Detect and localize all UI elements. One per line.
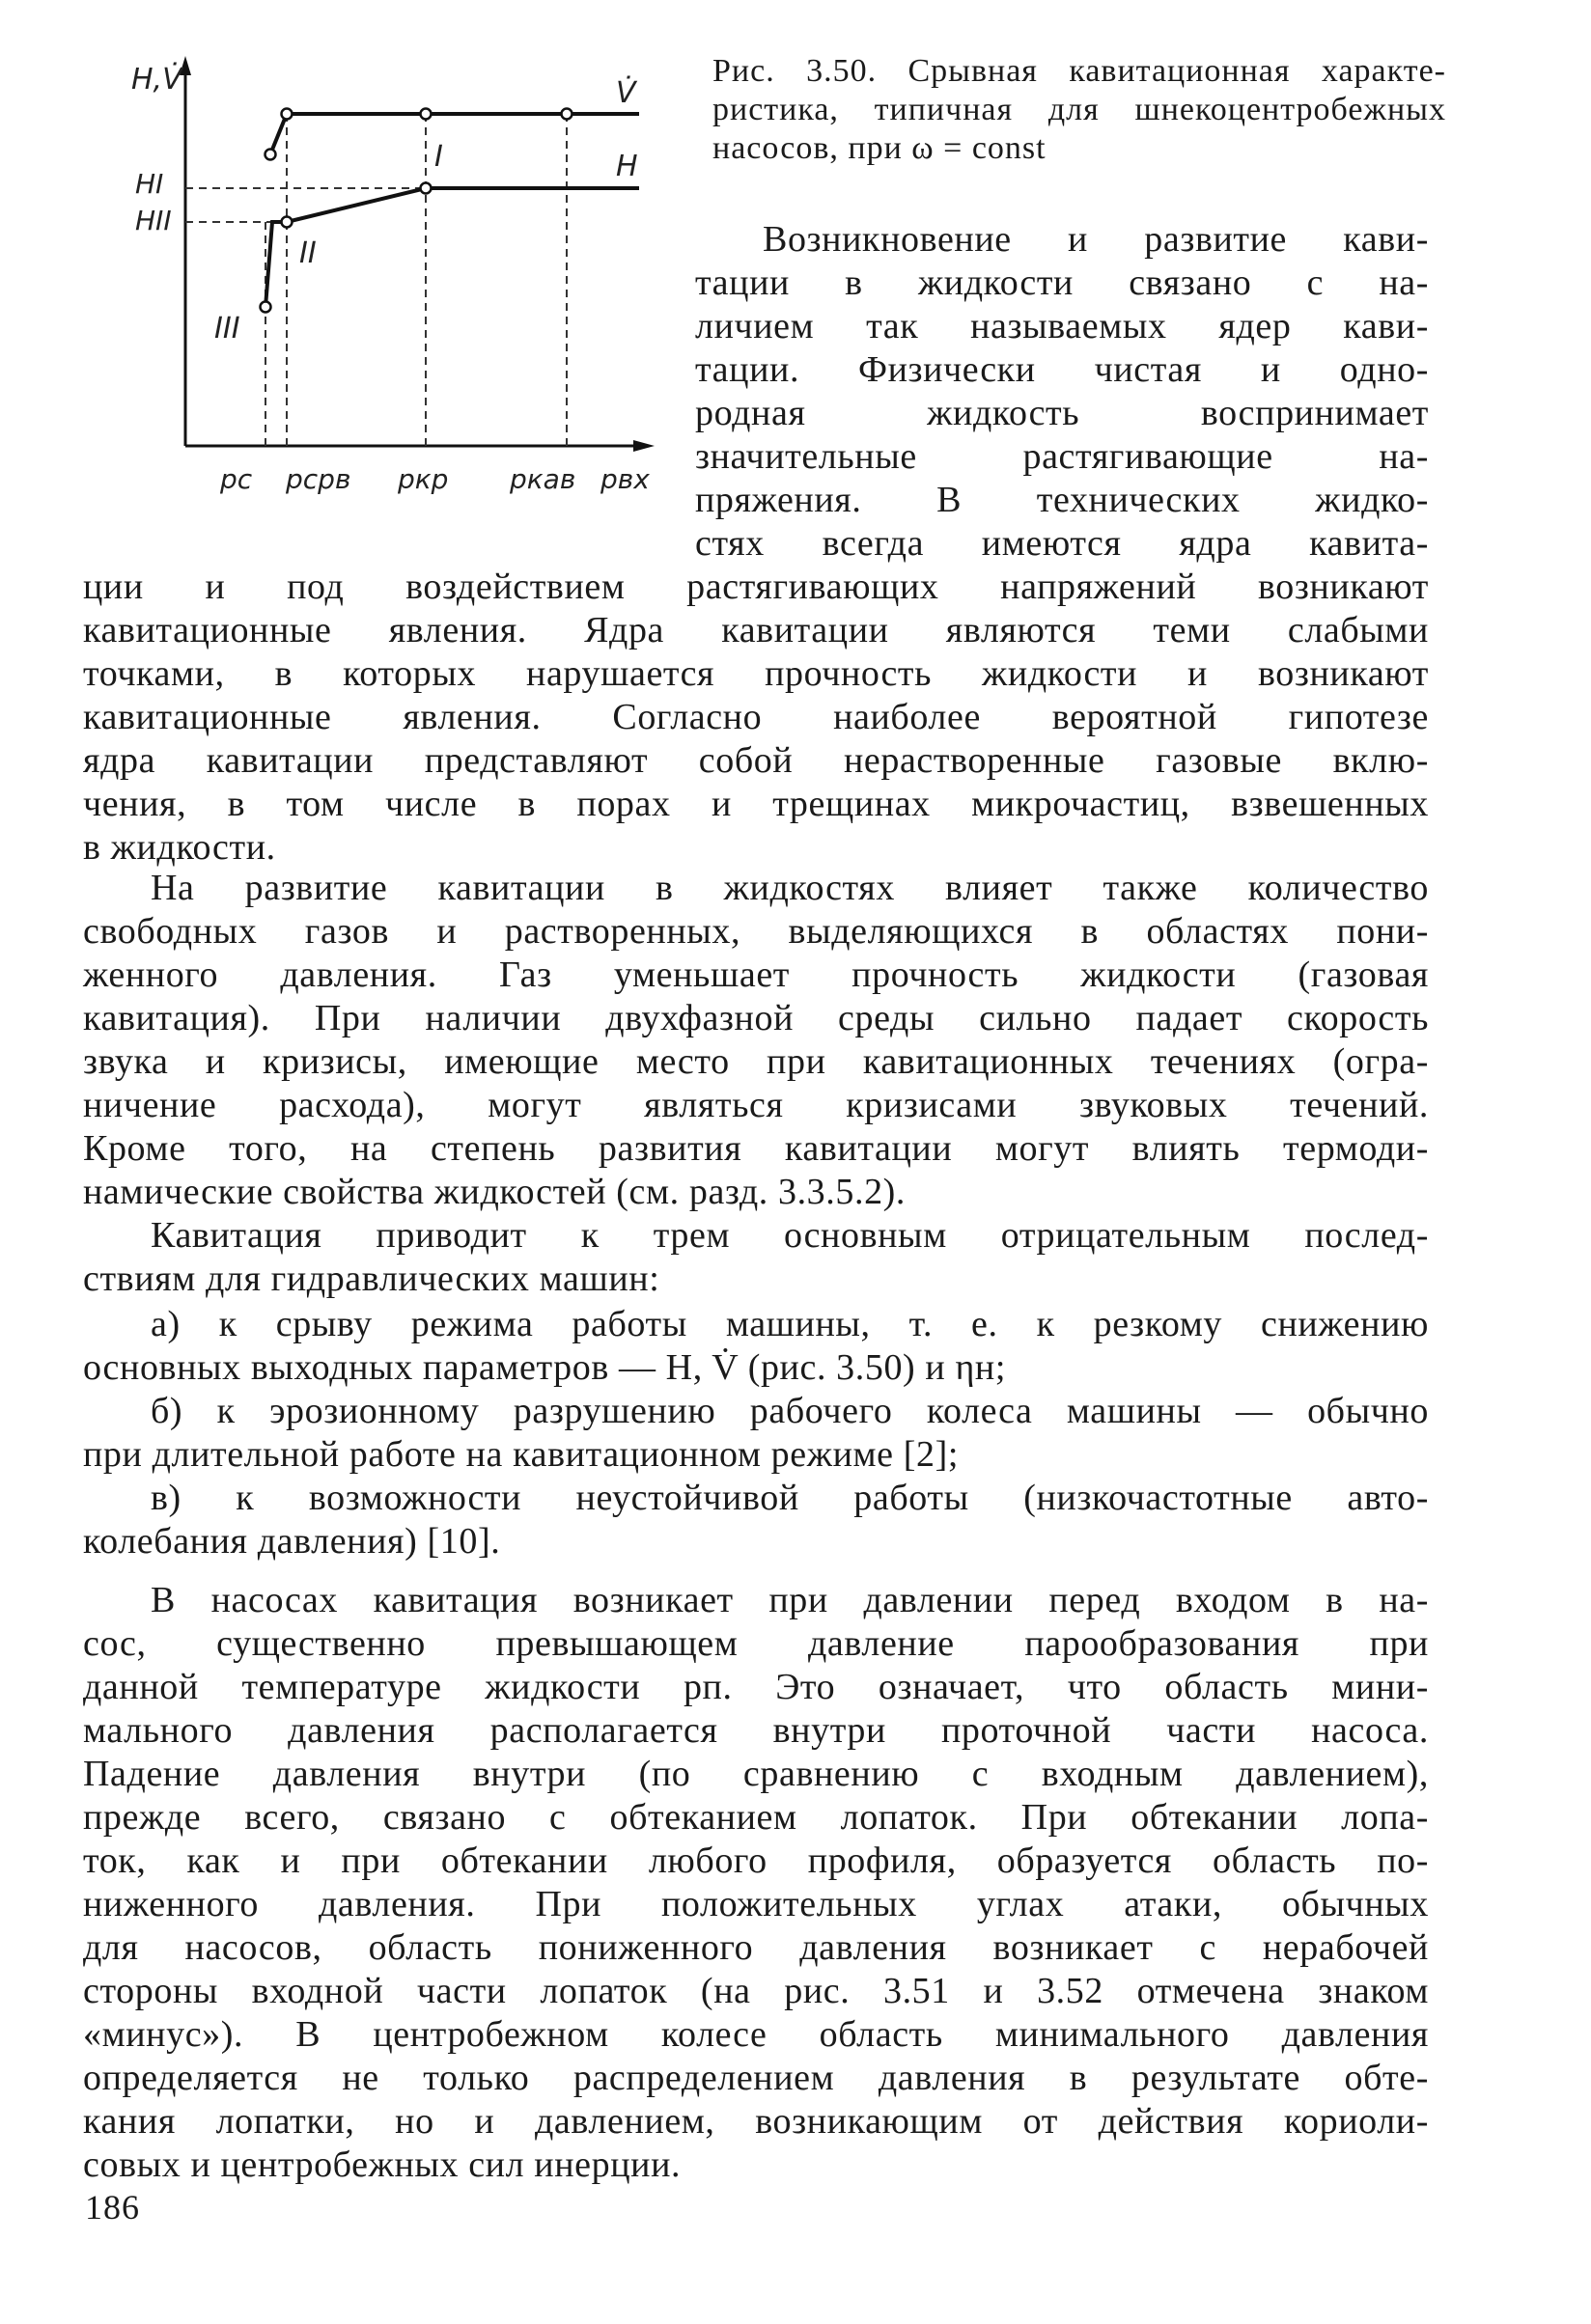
text-line: для насосов, область пониженного давления возникает с нерабочей [83,1927,1429,1968]
h-curve [265,188,639,307]
text-line: ядра кавитации представляют собой нерастворенные газовые вклю- [83,740,1429,781]
text-line: кавитационные явления. Ядра кавитации являются теми слабыми [83,610,1429,650]
region-label-2: II [299,236,317,270]
x-label-pvh: pвх [600,463,650,495]
text-line: в жидкости. [83,827,276,868]
text-line: определяется не только распределением давления в результате обте- [83,2058,1429,2098]
x-label-pkav: pкав [510,463,576,495]
paragraph-4 [83,1579,1429,2187]
text-line: личием так называемых ядер кави- [695,306,1429,346]
region-label-3: III [214,312,240,346]
paragraph-1-start [695,218,1429,566]
text-line: пряжения. В технических жидко- [695,480,1429,520]
text-line: «минус»). В центробежном колесе область минимального давления [83,2014,1429,2055]
text-line: значительные растягивающие на- [695,436,1429,477]
caption-line: Рис. 3.50. Срывная кавитационная характе- [712,53,1446,89]
cavitation-characteristic-figure [131,48,685,550]
v-dot-curve-label: V̇ [616,76,636,110]
caption-line: насосов, при ω = const [712,130,1047,166]
text-line: ничение расхода), могут являться кризисами звуковых течений. [83,1085,1429,1125]
text-line: данной температуре жидкости pп. Это означает, что область мини- [83,1667,1429,1707]
text-line: Кавитация приводит к трем основным отрицательным послед- [151,1215,1429,1256]
guide-lines [185,114,567,446]
text-line: ствиям для гидравлических машин: [83,1259,660,1299]
paragraph-3 [83,1214,1429,1301]
text-line: Возникновение и развитие кави- [763,219,1429,260]
text-line: На развитие кавитации в жидкостях влияет также количество [151,868,1429,908]
figure-caption [712,52,1446,168]
text-line: Кроме того, на степень развития кавитации могут влиять термоди- [83,1128,1429,1169]
text-line: кания лопатки, но и давлением, возникающим от действия кориоли- [83,2101,1429,2142]
text-line: совых и центробежных сил инерции. [83,2144,682,2185]
text-line: кавитационные явления. Согласно наиболее вероятной гипотезе [83,697,1429,737]
page-number: 186 [85,2188,140,2227]
list-item-continuation: колебания давления) [10]. [83,1521,501,1562]
list-item: в) к возможности неустойчивой работы (низкочастотные авто- [151,1478,1429,1518]
text-line: чения, в том числе в порах и трещинах микрочастиц, взвешенных [83,784,1429,824]
text-line: прежде всего, связано с обтеканием лопаток. При обтекании лопа- [83,1797,1429,1838]
text-line: намические свойства жидкостей (см. разд. 3.3.5.2). [83,1172,907,1212]
consequences-list [83,1303,1429,1563]
level-label-h1: HI [135,168,164,200]
paragraph-1-continuation [83,566,1429,870]
text-line: мального давления располагается внутри проточной части насоса. [83,1710,1429,1751]
figure-svg [131,48,685,550]
text-line: Падение давления внутри (по сравнению с входным давлением), [83,1754,1429,1794]
text-line: В насосах кавитация возникает при давлении перед входом в на- [151,1580,1429,1620]
list-item-continuation: при длительной работе на кавитационном режиме [2]; [83,1434,959,1475]
v-dot-curve [270,114,639,154]
text-line: сос, существенно превышающем давление парообразования при [83,1623,1429,1664]
curve-points [261,109,572,313]
text-line: стороны входной части лопаток (на рис. 3.51 и 3.52 отмечена знаком [83,1971,1429,2011]
x-label-pkr: pкр [398,463,449,495]
text-line: женного давления. Газ уменьшает прочность жидкости (газовая [83,954,1429,995]
x-label-pc: pс [220,463,253,495]
level-label-h2: HII [135,205,172,236]
text-line: точками, в которых нарушается прочность жидкости и возникают [83,653,1429,694]
text-line: тации. Физически чистая и одно- [695,349,1429,390]
paragraph-2 [83,867,1429,1214]
y-axis-label: H,V̇ [131,63,182,97]
text-line: стях всегда имеются ядра кавита- [695,523,1429,564]
x-axis-arrow-icon [633,440,655,452]
text-line: ции и под воздействием растягивающих напряжений возникают [83,567,1429,607]
list-item: б) к эрозионному разрушению рабочего колеса машины — обычно [151,1391,1429,1431]
x-label-psrv: pсрв [286,463,351,495]
list-item-continuation: основных выходных параметров — H, V̇ (рис. 3.50) и ηн; [83,1347,1007,1388]
caption-line: ристика, типичная для шнекоцентробежных [712,92,1446,127]
text-line: кавитация). При наличии двухфазной среды сильно падает скорость [83,998,1429,1038]
text-line: свободных газов и растворенных, выделяющихся в областях пони- [83,911,1429,952]
h-curve-label: H [616,150,638,183]
text-line: звука и кризисы, имеющие место при кавитационных течениях (огра- [83,1041,1429,1082]
list-item: а) к срыву режима работы машины, т. е. к резкому снижению [151,1304,1429,1344]
text-line: родная жидкость воспринимает [695,393,1429,433]
text-line: ток, как и при обтекании любого профиля, образуется область по- [83,1840,1429,1881]
text-line: ниженного давления. При положительных углах атаки, обычных [83,1884,1429,1924]
region-label-1: I [434,140,443,174]
text-line: тации в жидкости связано с на- [695,263,1429,303]
